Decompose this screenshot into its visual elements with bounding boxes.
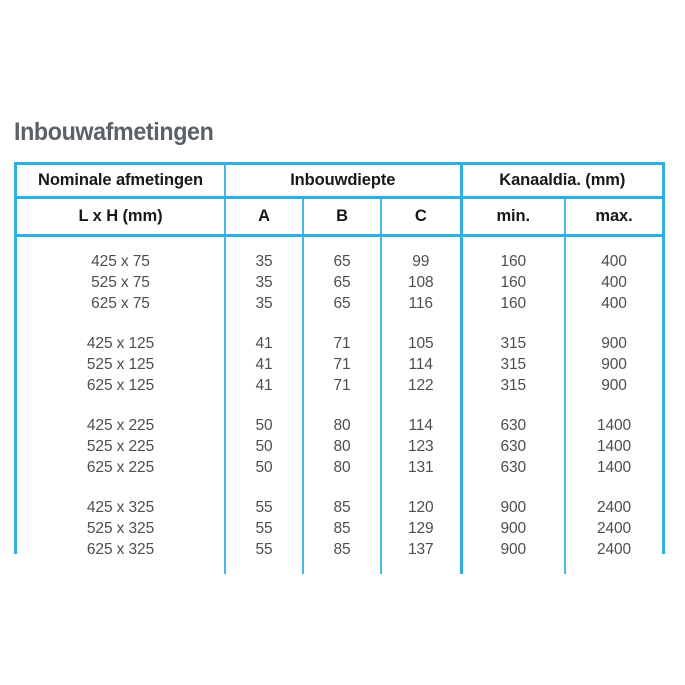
spacer-cell [381, 236, 461, 252]
cell-duct-max: 1400 [565, 415, 662, 436]
cell-depth-b: 65 [303, 272, 381, 293]
table-row [17, 457, 662, 478]
column-header-max: max. [565, 198, 662, 236]
cell-depth-c: 114 [381, 354, 461, 375]
spacer-cell [461, 314, 565, 333]
table-spacer-row [17, 478, 662, 497]
specifications-table [17, 165, 662, 574]
cell-depth-b: 85 [303, 518, 381, 539]
cell-duct-max: 400 [565, 272, 662, 293]
cell-depth-b: 85 [303, 539, 381, 560]
cell-nominal-dimension: 525 x 325 [17, 518, 225, 539]
spacer-cell [303, 560, 381, 574]
spacer-cell [461, 560, 565, 574]
cell-depth-b: 71 [303, 354, 381, 375]
cell-depth-a: 35 [225, 251, 303, 272]
spacer-cell [461, 236, 565, 252]
cell-depth-b: 71 [303, 375, 381, 396]
spacer-cell [17, 314, 225, 333]
cell-depth-a: 50 [225, 457, 303, 478]
spacer-cell [225, 236, 303, 252]
cell-duct-min: 900 [461, 497, 565, 518]
cell-nominal-dimension: 625 x 225 [17, 457, 225, 478]
cell-duct-min: 900 [461, 518, 565, 539]
spacer-cell [565, 396, 662, 415]
table-row [17, 333, 662, 354]
cell-duct-min: 160 [461, 251, 565, 272]
table-row [17, 293, 662, 314]
spacer-cell [565, 560, 662, 574]
page-title: Inbouwafmetingen [14, 118, 214, 146]
spacer-cell [17, 560, 225, 574]
cell-duct-max: 2400 [565, 497, 662, 518]
spacer-cell [225, 560, 303, 574]
cell-duct-max: 900 [565, 333, 662, 354]
spacer-cell [225, 396, 303, 415]
spacer-cell [381, 478, 461, 497]
table-row [17, 415, 662, 436]
table-spacer-row [17, 560, 662, 574]
cell-depth-c: 99 [381, 251, 461, 272]
cell-duct-max: 2400 [565, 539, 662, 560]
cell-duct-max: 900 [565, 375, 662, 396]
spacer-cell [17, 236, 225, 252]
table-row [17, 497, 662, 518]
spacer-cell [303, 478, 381, 497]
spacer-cell [17, 396, 225, 415]
group-header-nominal: Nominale afmetingen [17, 165, 225, 198]
table-row [17, 518, 662, 539]
cell-nominal-dimension: 425 x 75 [17, 251, 225, 272]
cell-duct-min: 160 [461, 272, 565, 293]
column-header-c: C [381, 198, 461, 236]
group-header-depth: Inbouwdiepte [225, 165, 461, 198]
cell-duct-min: 900 [461, 539, 565, 560]
cell-duct-max: 400 [565, 293, 662, 314]
cell-depth-a: 50 [225, 415, 303, 436]
cell-depth-a: 35 [225, 272, 303, 293]
table-column-header-row [17, 198, 662, 236]
column-header-nominal: L x H (mm) [17, 198, 225, 236]
cell-depth-a: 55 [225, 497, 303, 518]
cell-depth-c: 105 [381, 333, 461, 354]
cell-depth-a: 35 [225, 293, 303, 314]
cell-depth-a: 41 [225, 375, 303, 396]
cell-duct-min: 315 [461, 333, 565, 354]
spacer-cell [461, 396, 565, 415]
table-group-header-row [17, 165, 662, 198]
cell-depth-b: 80 [303, 415, 381, 436]
table-row [17, 539, 662, 560]
cell-duct-min: 315 [461, 354, 565, 375]
spacer-cell [565, 236, 662, 252]
spacer-cell [303, 314, 381, 333]
cell-depth-a: 55 [225, 518, 303, 539]
spacer-cell [303, 236, 381, 252]
table-spacer-row [17, 314, 662, 333]
cell-depth-b: 80 [303, 436, 381, 457]
cell-depth-c: 131 [381, 457, 461, 478]
cell-nominal-dimension: 625 x 125 [17, 375, 225, 396]
spacer-cell [381, 314, 461, 333]
cell-duct-max: 1400 [565, 457, 662, 478]
group-header-duct: Kanaaldia. (mm) [461, 165, 662, 198]
cell-depth-c: 114 [381, 415, 461, 436]
spacer-cell [225, 314, 303, 333]
specifications-table-container [14, 162, 665, 558]
cell-depth-b: 80 [303, 457, 381, 478]
cell-depth-a: 55 [225, 539, 303, 560]
spacer-cell [381, 396, 461, 415]
cell-depth-b: 65 [303, 251, 381, 272]
cell-nominal-dimension: 525 x 125 [17, 354, 225, 375]
table-row [17, 436, 662, 457]
cell-nominal-dimension: 425 x 225 [17, 415, 225, 436]
table-row [17, 375, 662, 396]
cell-duct-min: 630 [461, 436, 565, 457]
column-header-b: B [303, 198, 381, 236]
table-row [17, 354, 662, 375]
cell-depth-c: 123 [381, 436, 461, 457]
cell-duct-max: 400 [565, 251, 662, 272]
cell-nominal-dimension: 425 x 325 [17, 497, 225, 518]
spacer-cell [461, 478, 565, 497]
cell-duct-max: 1400 [565, 436, 662, 457]
spacer-cell [225, 478, 303, 497]
spacer-cell [17, 478, 225, 497]
cell-depth-c: 116 [381, 293, 461, 314]
table-spacer-row [17, 396, 662, 415]
cell-depth-c: 137 [381, 539, 461, 560]
cell-nominal-dimension: 625 x 75 [17, 293, 225, 314]
cell-duct-max: 2400 [565, 518, 662, 539]
cell-depth-c: 108 [381, 272, 461, 293]
column-header-min: min. [461, 198, 565, 236]
spacer-cell [381, 560, 461, 574]
cell-nominal-dimension: 625 x 325 [17, 539, 225, 560]
table-row [17, 251, 662, 272]
spacer-cell [565, 478, 662, 497]
cell-depth-b: 65 [303, 293, 381, 314]
cell-duct-min: 630 [461, 457, 565, 478]
cell-depth-a: 50 [225, 436, 303, 457]
cell-depth-c: 122 [381, 375, 461, 396]
cell-duct-min: 315 [461, 375, 565, 396]
cell-nominal-dimension: 525 x 225 [17, 436, 225, 457]
cell-duct-max: 900 [565, 354, 662, 375]
cell-nominal-dimension: 425 x 125 [17, 333, 225, 354]
spacer-cell [303, 396, 381, 415]
table-spacer-row [17, 236, 662, 252]
cell-duct-min: 630 [461, 415, 565, 436]
cell-depth-c: 120 [381, 497, 461, 518]
cell-duct-min: 160 [461, 293, 565, 314]
table-row [17, 272, 662, 293]
spacer-cell [565, 314, 662, 333]
cell-depth-c: 129 [381, 518, 461, 539]
cell-depth-b: 71 [303, 333, 381, 354]
cell-depth-a: 41 [225, 333, 303, 354]
column-header-a: A [225, 198, 303, 236]
cell-nominal-dimension: 525 x 75 [17, 272, 225, 293]
cell-depth-a: 41 [225, 354, 303, 375]
cell-depth-b: 85 [303, 497, 381, 518]
